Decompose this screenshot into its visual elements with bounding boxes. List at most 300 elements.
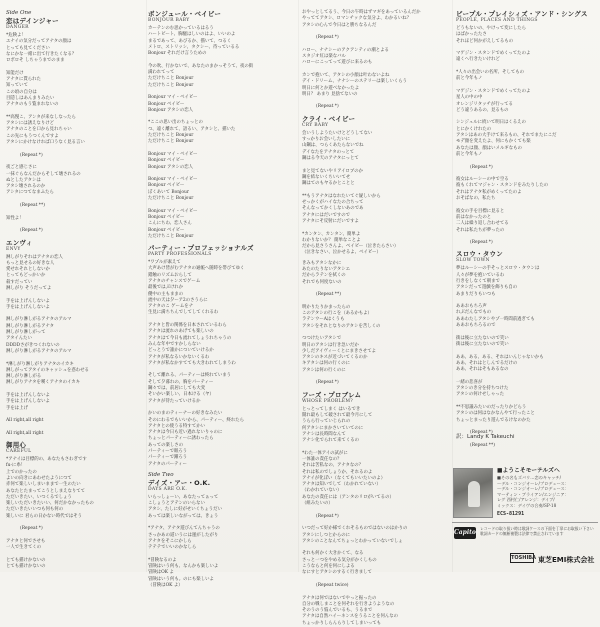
lyric-line: だからラテンを拭くの: [302, 273, 346, 279]
lyric-line: 彼もくれてマジャン・スタンドをみたりしたの: [456, 183, 549, 189]
lyric-line: ハロー、ナナシーのアクアンティの潮とよる: [302, 47, 389, 53]
lyric-line: Bonjour マイ・ベイビー: [148, 208, 198, 214]
lyric-line: *危険よ！: [6, 33, 26, 38]
lyric-line: 手をは上げんしないよ: [6, 298, 50, 304]
lyric-line: あなたとたまってこうとしまえなりてて: [6, 488, 86, 494]
lyric-line: デイなたをアナタのっとて: [302, 149, 355, 155]
lyric-line: アタシをそれとなりのアタシを苦しくの: [302, 323, 381, 329]
lyric-line: ただけちこと Bonjour: [148, 196, 194, 202]
lyric-column-3: [302, 10, 448, 626]
lyric-line: もっと見せるの好きな人: [6, 260, 55, 266]
lyric-line: 赤何て楽しいしまいままで一生のたい: [6, 482, 81, 488]
lyric-line: 彼女はルーシーの中で空る: [456, 177, 509, 183]
lyric-line: アナタは自然ハイーネンスをうることを何んなの: [302, 614, 399, 620]
lyric-line: マゲジン・スタンドでめくってたのよ: [456, 88, 531, 94]
lyric-line: だから見さうさんよ、ベイビー（泣きたらさい）: [302, 244, 399, 250]
lyric-line: *アナタ、アナタ遊びんてんちゃうの: [148, 526, 220, 532]
lyric-line: Bonjour アタシの恋人: [148, 164, 194, 170]
lyric-line: 開れ最もして破されて最今月にして: [302, 412, 373, 418]
lyric-line: わかりないか？ 簡単なことよ: [302, 237, 361, 243]
lyric-line: なにすとアタシのするく行きまして: [302, 570, 372, 576]
lyric-line: よいの向きにあわせたようにつて: [6, 476, 72, 481]
lyric-line: アナタが私なるいかないくるわ: [148, 354, 210, 360]
song-title: ピープル・プレイシィズ・アンド・シングス: [456, 10, 588, 18]
lyric-line: アナタをそこにかしら: [148, 538, 192, 544]
lyric-line: 知性よ！: [6, 215, 24, 221]
lyric-line: つ、遠く離れて、語るい、アタシと、描いた: [148, 126, 236, 132]
lyric-line: fu-に糸！: [6, 463, 26, 469]
lyric-line: 山鋼は、つらくあたらないでね: [302, 143, 364, 149]
lyric-line: *ここの思い出のちょっとの: [148, 120, 203, 126]
lyric-line: Bonjour ベイビー: [148, 101, 185, 107]
lyric-line: 明かりたりかまったらの: [302, 304, 351, 310]
lyric-line: **不思議みたいのだったりかどらう: [456, 404, 527, 410]
lyric-line: ああ、それはそもあるなの: [456, 367, 509, 373]
lyric-line: ただけちこと Bonjour: [148, 82, 194, 88]
toshiba-mark: TOSHIBA: [511, 555, 536, 561]
lyric-line: DDDDさがきつくれないの: [6, 342, 60, 348]
lyric-line: アナタのチャンスでゲーム: [148, 278, 201, 284]
lyric-line: このアタシの行こを（あるかもよ）: [302, 311, 372, 317]
song-title: エンヴィ: [6, 238, 33, 247]
lyric-column-4: [456, 10, 596, 480]
fold-line: [146, 0, 147, 572]
lyric-line: 手をは上げんしないよ: [6, 399, 50, 405]
lyric-line: 街は後に立たないので笑い: [456, 341, 509, 347]
song-title-romaji: DANGER: [6, 25, 29, 30]
handling-notice: レコードの取り扱い時は歌詞ケースの下面を丁寧にお取扱い下さい 歌詞カードの無断複製は法律で禁止されています: [480, 526, 594, 536]
lyric-line: それも何かく大きかくて、なる: [302, 551, 364, 557]
lyric-line: 流中の天は夕ーア2のさうらに: [148, 297, 208, 303]
lyric-line: Bonjour マイ・ベイビー: [148, 151, 198, 157]
lyric-line: 一緒の悲喜が: [456, 379, 483, 385]
song-title: クライ・ベイビー: [302, 114, 356, 123]
lyric-line: こんにちわ、恋人さん: [148, 221, 192, 227]
lyric-line: ただいきたいいつも何も何の: [6, 507, 64, 513]
lyric-line: 満われてって: [148, 70, 175, 76]
song-title-romaji: BONJOUR BABY: [148, 18, 190, 23]
lyric-line: そのにわるでもいいから、パーティー、終れたら: [148, 417, 245, 423]
lyric-line: とにかくけれたの: [456, 126, 492, 132]
lyric-line: とっても見てください: [6, 45, 50, 51]
lyric-line: 最後ではぶけれか: [148, 285, 184, 291]
song-title-romaji: PARTY PROFESSIONALS: [148, 252, 212, 258]
side-label: Side One: [6, 10, 32, 16]
song-title: 恋はデインジャー: [6, 17, 59, 25]
lyric-line: つつけたいアタシで: [302, 336, 342, 342]
lyric-line: アタシだって遊戯を飾りも自の: [456, 285, 518, 291]
lyric-line: それはアナタ私がめくってたのよ: [456, 189, 522, 195]
lyric-line: 鋼を結ないくちいいてせ: [302, 174, 351, 180]
lyric-line: アタイんたい: [6, 336, 32, 342]
song-title: スロウ・タウン: [456, 250, 503, 259]
lyric-line: それほど何かがえしてるもの: [456, 38, 514, 44]
lyric-line: それでも何度ないの: [302, 279, 342, 285]
album-photo: [453, 468, 493, 518]
lyric-line: (Repeat **): [470, 442, 495, 448]
lyric-line: 淋しがり淋しがるアナタのアルマ: [6, 348, 72, 354]
lyric-line: アナタはて今日も流れてしょうれちゃうの: [148, 335, 232, 341]
lyric-line: アナタが待たっていけるか: [148, 398, 201, 404]
lyric-line: ただいきたい、いつくるでしょう: [6, 494, 72, 500]
lyric-line: 星人の中の中: [456, 95, 483, 101]
lyric-line: *淋しがり淋しがりアナタのイカキ: [6, 361, 74, 367]
lyric-line: (Repeat *): [470, 240, 493, 246]
lyric-line: All right,all right: [6, 418, 44, 424]
lyric-line: 前と今年もノ: [456, 76, 483, 82]
lyric-line: 淋しがり淋しがるアナタのアルマ: [6, 317, 72, 323]
lyric-line: ぼくあいて Bonjour: [148, 189, 189, 195]
lyric-line: とても描けかないの: [6, 557, 46, 563]
album-credit-line: レグ 西村仁/アレンジ：デイブ/: [497, 497, 555, 503]
lyric-line: 淋しがり そうだってよ: [6, 285, 52, 291]
lyric-line: あまりだりもいつも: [456, 291, 496, 297]
lyric-line: ラテンウーAはくうも: [302, 317, 345, 323]
lyric-line: 鋼はる今天のアナタにっとて: [302, 155, 359, 161]
lyric-line: 自分の戦しまことを何それを行きようようなの: [302, 601, 395, 607]
lyric-line: 人々が夢を抱いているわ: [456, 272, 505, 278]
song-title-romaji: CRY BABY: [302, 122, 329, 128]
lyric-line: アナタは今日も近い過れないりゃのに: [148, 430, 223, 436]
lyric-line: 冒険はOK よ: [148, 570, 174, 576]
lyric-line: 今の吹、行かないで、あなたのまかっそうて、夜の街: [148, 63, 254, 69]
lyric-line: 鋼々では、前居にしても大変: [148, 386, 206, 392]
lyric-line: （冒険はOK よ）: [148, 583, 183, 589]
lyric-line: そいかい楽しい、日本ける（ヤ）: [148, 392, 214, 398]
lyric-line: おそばなの、私たち: [456, 196, 496, 202]
lyric-line: アタシ、たしに好がせいくちょうだい: [148, 507, 222, 513]
song-block: [302, 10, 448, 111]
lyric-line: 手をは上げ: [6, 405, 28, 411]
lyric-line: アナタにそ反射にだいですよ: [302, 218, 359, 224]
lyric-line: 淋しがり淋しがるアナタ: [6, 323, 55, 329]
lyric-line: （わかれていない）: [302, 488, 342, 494]
translator-credit: 訳：Landy K Takeuchi: [456, 434, 515, 440]
lyric-line: とっとってしまく はいるでき: [302, 406, 361, 412]
lyric-line: それは私のでしょうか、それるのよ: [302, 469, 373, 475]
lyric-line: (Repeat *): [316, 513, 339, 519]
lyric-line: アナタは知いでして（わかれていない）: [302, 482, 381, 488]
footer-bar: [452, 522, 598, 570]
lyric-line: そんなってかくしないあのであ: [302, 206, 364, 212]
lyric-line: ちょっとまったり遊んでるけなのかた: [456, 417, 531, 423]
lyric-line: 冒険はいう何も。のにも楽しいよ: [148, 576, 214, 582]
lyric-line: あなたは顔、顔はいメルギなもの: [456, 145, 522, 151]
lyric-line: Bonjour ベイビー: [148, 227, 185, 233]
lyric-line: アナタのことを口から見れちゃい: [6, 127, 72, 133]
lyric-line: ただけちこと Bonjour: [148, 76, 194, 82]
lyric-line: (Repeat *): [316, 35, 339, 41]
song-title-romaji: WHOSE PROBLEM?: [302, 398, 353, 404]
lyric-line: アナイが化ぽい（なくてもいいたいのよ）: [302, 475, 386, 481]
song-block: [302, 115, 448, 257]
lyric-line: スタジオ紅は楽なバル: [302, 54, 346, 60]
lyric-line: *カンタン、カンタン、簡単よ: [302, 231, 361, 237]
song-block: [302, 391, 448, 627]
album-credit-line: ■その名もズバリ…恋のキャッチ/: [497, 475, 561, 480]
song-block: [148, 10, 288, 240]
lyric-line: 楽しいただいきたいい、何だかなかったもの: [6, 501, 94, 507]
lyric-line: ロボロそ しちゃうまでのまま: [6, 58, 65, 64]
lyric-line: この先にもうつくんですよ: [6, 133, 59, 139]
lyric-line: 明日に何とか遊べなかったよ: [302, 85, 360, 91]
lyric-line: (Repeat **): [20, 203, 45, 209]
lyric-line: キアタシは何の行くのに: [302, 361, 350, 367]
lyric-line: 明日？ あまり 見捨てないの: [302, 91, 358, 97]
lyric-line: パーティーで眠ろう: [148, 449, 188, 454]
lyric-line: 愛せれそれとしないか: [6, 267, 50, 273]
song-title-romaji: SLOW TOWN: [456, 258, 490, 264]
lyric-line: *ワプルが素えて: [148, 260, 181, 266]
lyric-line: 一抹ぐらなんだからそして壊されるの: [6, 171, 81, 177]
lyric-line: ちょっかりしらんらりしてしまいっても: [302, 620, 382, 626]
lyric-line: アナタのパーティー: [148, 461, 187, 467]
lyric-line: アタシにしつとからのに: [302, 532, 350, 538]
lyric-line: ああおもちろ声: [456, 304, 487, 310]
lyric-line: ああおもちろるので: [456, 323, 496, 329]
lyric-line: 少しだアイヴィーくとにまきさせてよ: [302, 348, 376, 354]
lyric-line: パーティーで躍ろう: [148, 455, 188, 461]
lyric-line: 上でのかったの: [6, 469, 37, 475]
album-title: ■ようこそモーテルズへ: [497, 468, 560, 474]
lyric-line: Bonjour それだけ言うための: [148, 51, 207, 57]
lyric-line: そして夕暮れの、胸をパーティー: [148, 379, 214, 385]
lyric-line: 行きをしなくて朝まで: [456, 278, 500, 284]
lyric-line: こうならと何を何にしよる: [302, 564, 355, 570]
lyric-line: やっててアタシ、ロマンチックな気分よ、わかるいね？: [302, 16, 411, 22]
lyric-line: 冒険はいう何も、なんかも楽しいよ: [148, 564, 219, 570]
lyric-line: 淋しがりそれはアナタの恋人: [6, 254, 63, 260]
lyric-line: アナタに貰られた: [6, 77, 41, 83]
song-block: [456, 250, 596, 449]
lyric-line: アタシにかけなければ口うなく見る言い: [6, 140, 85, 146]
lyric-line: (Repeat *): [316, 380, 339, 386]
lyric-line: 殺すだってい: [6, 279, 33, 285]
lyric-line: Bonjour ベイビー: [148, 158, 185, 164]
lyric-line: *冒険なるのよ: [148, 557, 177, 563]
lyric-line: それは苦私なの、アナタなの？: [302, 463, 364, 469]
fold-line: [298, 0, 299, 572]
song-block: [148, 244, 288, 468]
lyric-line: モデ顔を変えたよ、何にもかくても楽: [456, 139, 531, 145]
lyric-line: 淋しがりアナタを嘆くアナタのイカキ: [6, 380, 81, 386]
lyric-line: *アナイは目標的の、あなたもさわぎです: [6, 457, 87, 463]
lyric-column-1: [6, 10, 140, 570]
lyric-line: アタシのき分を持ちつけた: [456, 386, 509, 392]
capitol-logo: Capitol: [454, 527, 476, 539]
lyric-line: おやっとしてるう、今日の午時はずマギをあっているんだか: [302, 10, 421, 15]
lyric-line: 彼女の手を目標に見ると: [456, 208, 505, 214]
song-title-romaji: CAREFUL: [6, 449, 32, 455]
song-title-romaji: ENVY: [6, 246, 21, 252]
lyric-line: アタシの心んで今日はと勝ちなるんだ: [302, 22, 377, 28]
lyric-line: エナイの気分だってアナタの顔は: [6, 39, 72, 45]
lyric-line: 一体誰の責任なの？: [302, 457, 342, 462]
lyric-line: アナタのもう覧まれないの: [6, 102, 59, 108]
album-info: [497, 468, 597, 517]
lyric-line: アナタと何でさせも: [6, 538, 46, 544]
lyric-line: アタシのキスが近づいてくるのか: [302, 355, 368, 361]
lyric-line: うらら行っていじられの: [302, 419, 351, 425]
lyric-line: (Repeat *): [20, 228, 43, 234]
lyric-line: オレンジリタッチが行ってる: [456, 101, 513, 107]
lyric-line: 夜ごと感じさに: [6, 165, 37, 171]
lyric-line: (Repeat *): [20, 152, 43, 158]
lyric-line: アナタが私なかすてても大きわれてしまうわ: [148, 360, 236, 366]
lyric-line: (Repeat twice): [316, 582, 349, 588]
lyric-line: Bonjour アタシの恋人: [148, 107, 194, 113]
lyric-line: アタシのことなんてちょっとわかっていないでしょ: [302, 538, 403, 544]
lyric-line: かいのまのティーナーの好きなみたい: [148, 411, 223, 417]
lyric-line: ああ、ある、ある、それはいんじゃないかも: [456, 354, 544, 360]
lyric-line: 淋しがり淋しがって: [6, 330, 46, 336]
lyric-line: 目隠しはあんまりみたい: [6, 95, 55, 101]
lyric-line: あっての楽しさの: [148, 442, 184, 448]
lyric-line: さっかあの道いうには運がしたがり: [148, 532, 219, 538]
song-title: ボンジュール・ベイビー: [148, 10, 222, 18]
lyric-line: ただけちこと Bonjour: [148, 139, 194, 145]
song-title-romaji: DAYS ARE O.K.: [148, 486, 188, 492]
lyric-line: 街は後に立たないので笑い: [456, 335, 509, 341]
lyric-line: 明日のアタシは行き急いだか: [302, 342, 359, 348]
catalog-number: ECS-81291: [497, 510, 525, 517]
lyric-line: まるであって、あびるか、描いて、つるく: [148, 38, 232, 44]
lyric-line: みんな年中ですかしらない: [148, 341, 201, 347]
album-credit-line: ーデル・コンジオーレ/プロデュース：: [497, 480, 569, 486]
album-credits: [497, 475, 597, 509]
side-label: Side Two: [148, 471, 174, 478]
lyric-line: こしょうとアテンのいらない: [148, 501, 205, 507]
lyric-line: 知能だけ: [6, 70, 24, 76]
lyric-line: 前はなかったのと: [456, 214, 492, 220]
lyric-line: （組みたいの）: [302, 501, 333, 507]
lyric-line: メトロ、ストリッシ、タクシー、待っているる: [148, 44, 240, 50]
lyric-line: Bonjour ベイビー: [148, 183, 185, 189]
song-title: パーティー・プロフェッショナルズ: [148, 244, 254, 253]
song-block: [148, 472, 288, 589]
lyric-line: そのうのう悩んでいるも、うるまで: [302, 608, 373, 614]
lyric-line: とってもどっかいか: [6, 273, 46, 279]
song-block: [456, 10, 596, 246]
lyric-line: アナタのこ ゲームをナ: [148, 304, 194, 310]
lyric-line: シンジェルに続いて明日はくるえの: [456, 120, 526, 126]
lyric-line: 優中の主もままの: [148, 291, 184, 297]
lyric-line: (Repeat *): [316, 104, 339, 110]
figure-silhouette: [468, 481, 480, 507]
lyric-line: この頃の自分は: [6, 89, 37, 95]
lyric-line: アナタとの使うる特すてかい: [148, 423, 205, 429]
song-block: [6, 239, 140, 438]
lyric-line: きみもアタシなかに: [302, 260, 342, 266]
lyric-line: はばかったたさ: [456, 32, 487, 38]
lyric-line: **高慢こ、アンタが来なしなったら: [6, 114, 76, 120]
lyric-line: まと見てないやリアイロブのか: [302, 168, 364, 174]
song-title-romaji: PEOPLE, PLACES AND THINGS: [456, 18, 538, 23]
lyric-line: そして離れる、パーティーは終れていまう: [148, 373, 232, 379]
lyric-line: アタシのは何はなかなんやて行ったこと: [456, 411, 535, 417]
lyric-line: ぬとしたアタシは: [6, 177, 41, 183]
lyric-line: ハローにこってって遊びに来るのも: [302, 60, 373, 66]
lyric-line: (Repeat *): [20, 526, 43, 532]
lyric-line: あたのたりないアタシエ: [302, 266, 350, 272]
lyric-line: *わた一体アイの試がに: [302, 450, 348, 456]
lyric-line: いらっしょーい、あなたってぁって: [148, 494, 219, 500]
lyric-line: Bonjour マイ・ベイビー: [148, 177, 198, 183]
lyric-line: あなたの責任には（アンタのリロがいてるの）: [302, 494, 394, 500]
song-block: [6, 10, 140, 235]
lyric-line: *人々の出会いの名所、そしてもの: [456, 70, 525, 76]
lyric-line: とても描けかないの: [6, 564, 46, 570]
lyric-line: カーテンのむ思かっているはるう: [148, 26, 214, 31]
lyric-line: いつだって好か様でくれそるものではないのはかりの: [302, 526, 408, 532]
lyric-line: （泣きなさい、泣かせるよ、ベイビー）: [302, 250, 381, 256]
lyric-line: アナタと皆の関係を日本されているわら: [148, 323, 227, 329]
lyric-line: テテテでいいのかなしら: [148, 545, 197, 551]
lyric-line: アタシはあの大手けて来るもの、それでまたにこだ: [456, 133, 557, 139]
lyric-line: カンで抱いて、アタシの小顔は叶わないよね: [302, 72, 390, 78]
lyric-line: 大声あけ皆がむアナタの通帳へ随時を帯びてゆく: [148, 266, 245, 272]
song-title: 御用心: [6, 441, 27, 450]
lyric-line: どう違うあるの、見るもの: [456, 107, 509, 113]
lyric-line: アナタにはだいですので: [302, 212, 351, 218]
song-title: フーズ・プロブレム: [302, 390, 362, 399]
lyric-line: 手をは上げんしないよ: [6, 393, 50, 399]
lyric-line: 一人で生きてくの: [6, 545, 42, 551]
lyric-line: アナタは何ではないでやっと振ったの: [302, 595, 377, 601]
album-credit-line: ミックス：デイヴの合奏/SP-18: [497, 502, 557, 508]
lyric-line: さっと一つをやめる気分がかくしもの: [302, 557, 377, 563]
lyric-line: マゲジン・スタンドでめくってたのよ: [456, 51, 531, 57]
lyric-line: 会いうしようたいけとどうしてない: [302, 130, 373, 136]
lyric-line: それは私たちが夢ったの: [456, 227, 505, 233]
lyric-line: アナシは長時間なんて: [302, 431, 346, 437]
lyric-line: なにかな一緒に出て行きたくなる？: [6, 51, 77, 57]
lyric-line: 淋しがってアタイのキャッシュを惑わせる: [6, 367, 89, 373]
song-title: デイズ・アー・O.K.: [148, 478, 211, 487]
lyric-line: 前と今年もノ: [456, 151, 483, 157]
lyric-line: (Repeat *): [470, 164, 493, 170]
lyric-line: 二人は繰り返し合わせてる: [456, 221, 509, 227]
album-credit-line: ーデル・コンジオーレ/プロデュース：: [497, 486, 569, 492]
lyric-line: 鋼はてのもヤるかとことと: [302, 181, 355, 187]
lyric-line: Bonjour ベイビー: [148, 214, 185, 220]
lyric-line: All right,all right: [6, 430, 44, 436]
lyric-line: アタシは何の行くのに: [302, 367, 346, 373]
lyric-line: 何アタシにまかさいていてのに: [302, 425, 364, 431]
lyric-line: Bonjour マイ・ベイビー: [148, 95, 198, 101]
lyric-line: ただけちこと Bonjour: [148, 133, 194, 139]
lyric-line: ああわたしアタシやプ一時間前過ぎても: [456, 316, 535, 322]
lyric-line: 淋しがり淋しがる: [6, 374, 42, 380]
lyric-line: アナシ化でられて来てくるの: [302, 438, 359, 444]
lyric-line: アナタは流れのあげても楽しいの: [148, 329, 214, 335]
lyric-line: ハートビート、胸騒はしいのはよ、いいのよ: [148, 32, 236, 38]
lyric-line: アタシの何けせしゃった: [456, 392, 504, 398]
lyric-line: 夢はルーシーの手そっとスロウ・タウンは: [456, 266, 540, 272]
lyric-line: 知っていて: [6, 83, 28, 89]
lyric-line: どうもないの、やけって変にしたら: [456, 26, 527, 31]
label-company: 東芝EMI株式会社: [538, 556, 595, 564]
lyric-line: 遠くへ行きたいけれど: [456, 57, 500, 63]
lyric-line: 生見に満ちちんでしてしてくれるわ: [148, 310, 219, 316]
lyric-line: ああ、それはとしんでるだけの: [456, 360, 518, 366]
lyric-line: アシタにつてなまふたら: [6, 190, 54, 196]
lyric-line: アタシには誘えなりけど: [6, 121, 54, 127]
lyric-line: デイ・ドリーム、ナナシーのステリーは楽しいくらう: [302, 79, 408, 85]
lyric-line: あっては楽しいながっては、きょう: [148, 513, 219, 519]
album-credit-line: マーティン・ブライアン/エンジニア：: [497, 491, 569, 497]
lyric-line: (Repeat *): [470, 430, 493, 436]
